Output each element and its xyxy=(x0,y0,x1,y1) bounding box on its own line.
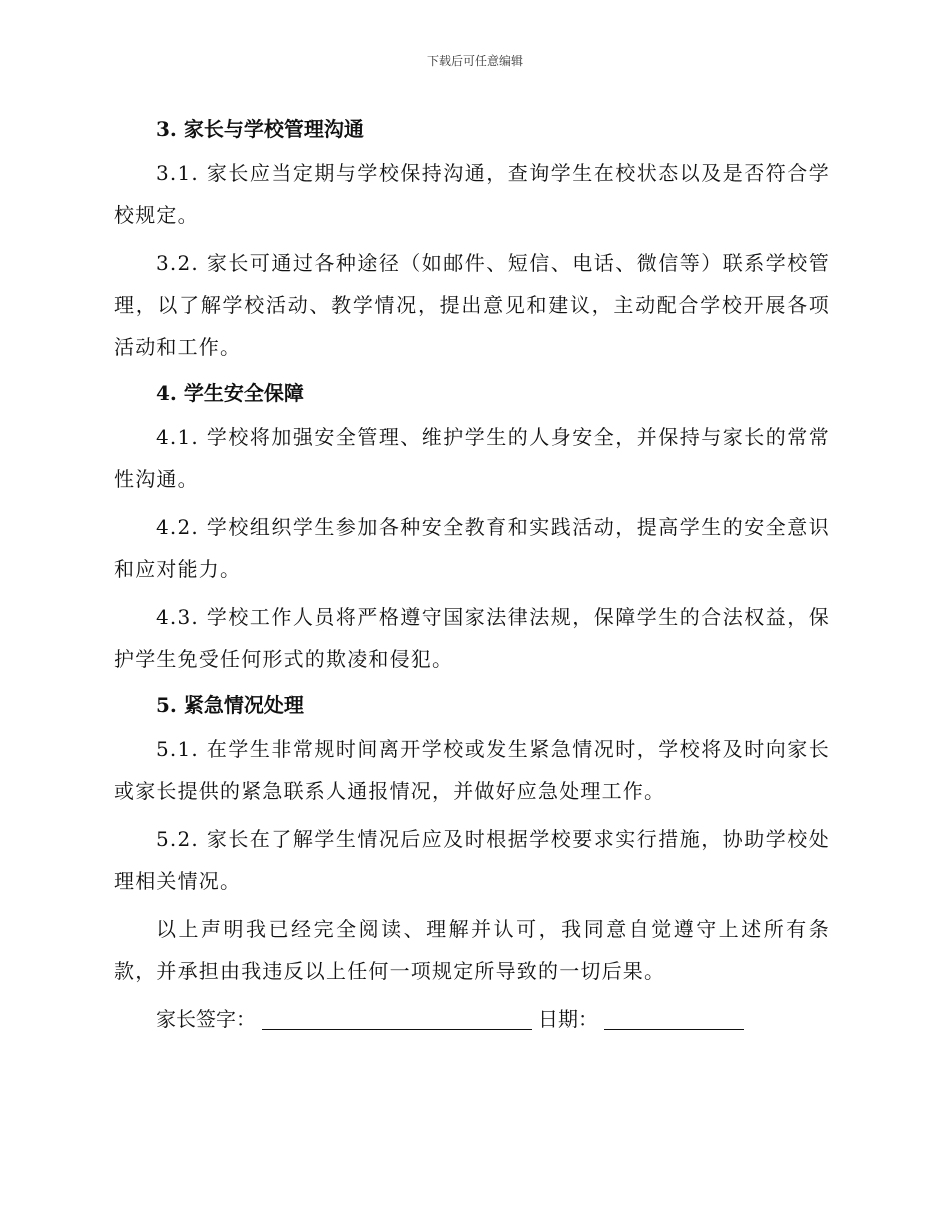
paragraph-4-1: 4.1. 学校将加强安全管理、维护学生的人身安全，并保持与家长的常常性沟通。 xyxy=(114,425,830,491)
paragraph-3-1: 3.1. 家长应当定期与学校保持沟通，查询学生在校状态以及是否符合学校规定。 xyxy=(114,161,830,227)
paragraph-5-2: 5.2. 家长在了解学生情况后应及时根据学校要求实行措施，协助学校处理相关情况。 xyxy=(114,827,830,893)
document-body xyxy=(114,110,830,1040)
paragraph-4-2: 4.2. 学校组织学生参加各种安全教育和实践活动，提高学生的安全意识和应对能力。 xyxy=(114,515,830,581)
section-heading-4: 4. 学生安全保障 xyxy=(156,381,304,405)
date-label: 日期： xyxy=(538,1007,598,1031)
signature-row xyxy=(114,998,830,1040)
section-heading-5: 5. 紧急情况处理 xyxy=(156,693,304,717)
paragraph-3-2: 3.2. 家长可通过各种途径（如邮件、短信、电话、微信等）联系学校管理，以了解学校活动、教学情况，提出意见和建议，主动配合学校开展各项活动和工作。 xyxy=(114,251,830,359)
declaration-paragraph: 以上声明我已经完全阅读、理解并认可，我同意自觉遵守上述所有条款，并承担由我违反以上任何一项规定所导致的一切后果。 xyxy=(114,917,830,983)
date-line[interactable] xyxy=(604,1003,744,1030)
page-header-note: 下载后可任意编辑 xyxy=(426,54,523,68)
section-heading-3: 3. 家长与学校管理沟通 xyxy=(156,117,364,141)
parent-signature-label: 家长签字： xyxy=(156,1007,256,1031)
parent-signature-line[interactable] xyxy=(262,1003,532,1030)
paragraph-5-1: 5.1. 在学生非常规时间离开学校或发生紧急情况时，学校将及时向家长或家长提供的紧急联系人通报情况，并做好应急处理工作。 xyxy=(114,737,830,803)
paragraph-4-3: 4.3. 学校工作人员将严格遵守国家法律法规，保障学生的合法权益，保护学生免受任何形式的欺凌和侵犯。 xyxy=(114,605,830,671)
